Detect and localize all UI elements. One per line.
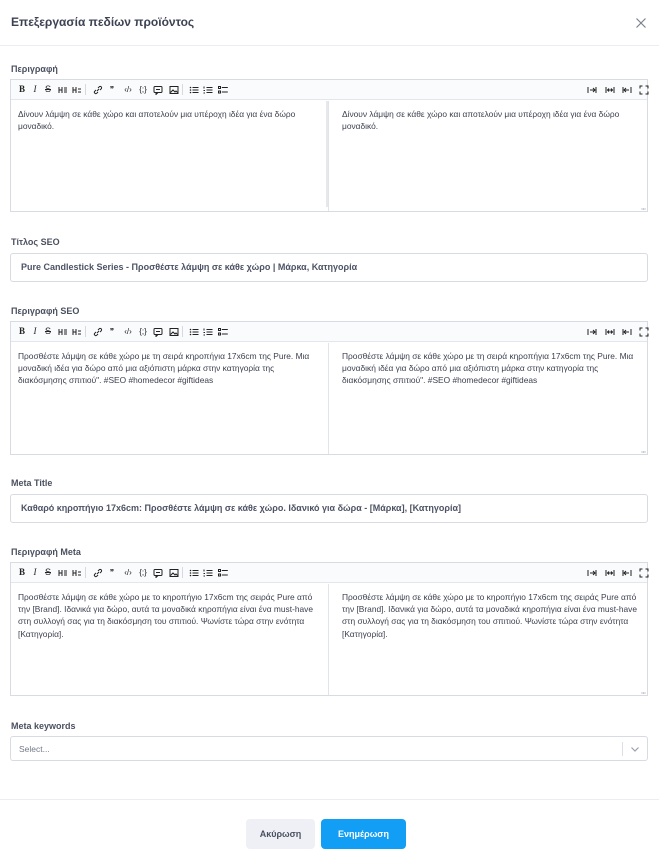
toolbar-separator bbox=[85, 567, 86, 578]
heading-1-icon bbox=[58, 568, 68, 578]
task-list-icon bbox=[218, 85, 228, 95]
meta-keywords-select[interactable] bbox=[10, 736, 648, 761]
preview-only-button[interactable] bbox=[586, 566, 598, 579]
seo-description-label: Περιγραφή SEO bbox=[11, 306, 80, 316]
preview-only-icon bbox=[587, 85, 597, 95]
fullscreen-icon bbox=[639, 568, 649, 578]
italic-button[interactable]: I bbox=[33, 326, 37, 336]
preview-only-button[interactable] bbox=[586, 83, 598, 96]
ordered-list-button[interactable] bbox=[202, 566, 214, 579]
cancel-button[interactable]: Ακύρωση bbox=[246, 819, 315, 849]
description-preview: Δίνουν λάμψη σε κάθε χώρο και αποτελούν μια υπέροχη ιδέα για ένα δώρο μοναδικό. bbox=[342, 109, 620, 132]
heading-1-button[interactable] bbox=[57, 325, 69, 338]
code-block-button[interactable]: {;} bbox=[139, 327, 147, 336]
select-divider bbox=[622, 742, 623, 756]
unordered-list-button[interactable] bbox=[188, 566, 200, 579]
toolbar-separator bbox=[85, 84, 86, 95]
editor-only-icon bbox=[622, 85, 632, 95]
editor-toolbar bbox=[11, 80, 647, 100]
link-button[interactable] bbox=[92, 566, 104, 579]
heading-1-icon bbox=[58, 327, 68, 337]
italic-button[interactable]: I bbox=[33, 567, 37, 577]
heading-2-button[interactable] bbox=[71, 325, 83, 338]
split-view-icon bbox=[605, 568, 615, 578]
image-button[interactable] bbox=[168, 566, 180, 579]
meta-description-input[interactable]: Προσθέστε λάμψη σε κάθε χώρο με το κηροπήγιο 17x6cm της σειράς Pure από την [Brand]. Ιδανικά για δώρο, αυτά τα μοναδικά κηροπήγια είναι ένα must-have στη συλλογή σας για τη διακόσμηση του σπιτιού. Ψωνίστε τώρα στην ενότητα [Κατηγορία]. bbox=[11, 584, 329, 695]
code-button[interactable]: ‹/› bbox=[124, 327, 132, 336]
unordered-list-icon bbox=[189, 327, 199, 337]
preview-only-icon bbox=[587, 568, 597, 578]
task-list-button[interactable] bbox=[217, 83, 229, 96]
bold-button[interactable]: B bbox=[18, 567, 25, 577]
heading-2-icon bbox=[72, 327, 82, 337]
comment-icon bbox=[153, 85, 163, 95]
image-icon bbox=[169, 327, 179, 337]
heading-2-icon bbox=[72, 85, 82, 95]
editor-only-button[interactable] bbox=[621, 83, 633, 96]
unordered-list-button[interactable] bbox=[188, 325, 200, 338]
modal-header bbox=[0, 0, 659, 46]
description-input[interactable]: Δίνουν λάμψη σε κάθε χώρο και αποτελούν μια υπέροχη ιδέα για ένα δώρο μοναδικό. bbox=[11, 101, 329, 211]
seo-title-label: Τίτλος SEO bbox=[11, 237, 60, 247]
task-list-icon bbox=[218, 327, 228, 337]
footer-divider bbox=[0, 799, 659, 800]
unordered-list-button[interactable] bbox=[188, 83, 200, 96]
ordered-list-icon bbox=[203, 85, 213, 95]
task-list-button[interactable] bbox=[217, 566, 229, 579]
comment-button[interactable] bbox=[152, 83, 164, 96]
seo-title-input[interactable]: Pure Candlestick Series - Προσθέστε λάμψη σε κάθε χώρο | Μάρκα, Κατηγορία bbox=[10, 253, 648, 282]
comment-button[interactable] bbox=[152, 325, 164, 338]
heading-1-button[interactable] bbox=[57, 566, 69, 579]
link-icon bbox=[93, 85, 103, 95]
bold-button[interactable]: B bbox=[18, 84, 25, 94]
meta-description-preview: Προσθέστε λάμψη σε κάθε χώρο με το κηροπήγιο 17x6cm της σειράς Pure από την [Brand]. Ιδανικά για δώρο, αυτά τα μοναδικά κηροπήγια είναι ένα must-have στη συλλογή σας για τη διακόσμηση του σπιτιού. Ψωνίστε τώρα στην ενότητα [Κατηγορία]. bbox=[342, 592, 637, 639]
ordered-list-button[interactable] bbox=[202, 325, 214, 338]
editor-only-icon bbox=[622, 327, 632, 337]
comment-icon bbox=[153, 568, 163, 578]
link-button[interactable] bbox=[92, 325, 104, 338]
description-label: Περιγραφή bbox=[11, 64, 58, 74]
resize-handle-icon[interactable] bbox=[641, 689, 646, 694]
select-placeholder: Select... bbox=[19, 744, 50, 754]
heading-1-button[interactable] bbox=[57, 83, 69, 96]
heading-1-icon bbox=[58, 85, 68, 95]
strikethrough-button[interactable]: S bbox=[44, 567, 51, 577]
toolbar-separator bbox=[182, 326, 183, 337]
unordered-list-icon bbox=[189, 568, 199, 578]
meta-description-editor bbox=[10, 562, 648, 696]
ordered-list-button[interactable] bbox=[202, 83, 214, 96]
fullscreen-button[interactable] bbox=[638, 83, 650, 96]
chevron-down-icon[interactable] bbox=[629, 743, 641, 755]
code-block-button[interactable]: {;} bbox=[139, 85, 147, 94]
update-button[interactable]: Ενημέρωση bbox=[321, 819, 406, 849]
image-icon bbox=[169, 85, 179, 95]
meta-keywords-label: Meta keywords bbox=[11, 721, 76, 731]
split-view-button[interactable] bbox=[604, 83, 616, 96]
image-button[interactable] bbox=[168, 83, 180, 96]
split-view-button[interactable] bbox=[604, 325, 616, 338]
ordered-list-icon bbox=[203, 568, 213, 578]
code-button[interactable]: ‹/› bbox=[124, 568, 132, 577]
seo-description-input[interactable]: Προσθέστε λάμψη σε κάθε χώρο με τη σειρά κηροπήγια 17x6cm της Pure. Μια μοναδική ιδέα για δώρο από μια αξιόπιστη μάρκα στην κατηγορία της διακόσμησης σπιτιού". #SEO #homedecor #giftideas bbox=[11, 343, 329, 454]
editor-only-icon bbox=[622, 568, 632, 578]
italic-button[interactable]: I bbox=[33, 84, 37, 94]
close-icon bbox=[631, 13, 651, 33]
preview-only-button[interactable] bbox=[586, 325, 598, 338]
editor-scrollbar[interactable] bbox=[326, 101, 328, 207]
toolbar-separator bbox=[182, 84, 183, 95]
meta-description-label: Περιγραφή Meta bbox=[11, 547, 81, 557]
modal-title: Επεξεργασία πεδίων προϊόντος bbox=[11, 15, 195, 29]
heading-2-icon bbox=[72, 568, 82, 578]
quote-button[interactable]: ❞ bbox=[109, 327, 115, 336]
code-button[interactable]: ‹/› bbox=[124, 85, 132, 94]
resize-handle-icon[interactable] bbox=[641, 205, 646, 210]
image-button[interactable] bbox=[168, 325, 180, 338]
comment-button[interactable] bbox=[152, 566, 164, 579]
fullscreen-icon bbox=[639, 85, 649, 95]
comment-icon bbox=[153, 327, 163, 337]
strikethrough-button[interactable]: S bbox=[44, 326, 51, 336]
resize-handle-icon[interactable] bbox=[641, 448, 646, 453]
editor-toolbar bbox=[11, 563, 647, 583]
task-list-icon bbox=[218, 568, 228, 578]
fullscreen-icon bbox=[639, 327, 649, 337]
seo-description-editor bbox=[10, 321, 648, 455]
editor-toolbar bbox=[11, 322, 647, 342]
fullscreen-button[interactable] bbox=[638, 325, 650, 338]
toolbar-separator bbox=[182, 567, 183, 578]
description-editor bbox=[10, 79, 648, 212]
task-list-button[interactable] bbox=[217, 325, 229, 338]
link-icon bbox=[93, 568, 103, 578]
heading-2-button[interactable] bbox=[71, 83, 83, 96]
close-button[interactable] bbox=[631, 13, 651, 33]
quote-button[interactable]: ❞ bbox=[109, 85, 115, 94]
code-block-button[interactable]: {;} bbox=[139, 568, 147, 577]
editor-only-button[interactable] bbox=[621, 566, 633, 579]
toolbar-separator bbox=[85, 326, 86, 337]
split-view-icon bbox=[605, 327, 615, 337]
strikethrough-button[interactable]: S bbox=[44, 84, 51, 94]
image-icon bbox=[169, 568, 179, 578]
meta-title-label: Meta Title bbox=[11, 478, 53, 488]
link-icon bbox=[93, 327, 103, 337]
editor-only-button[interactable] bbox=[621, 325, 633, 338]
ordered-list-icon bbox=[203, 327, 213, 337]
preview-only-icon bbox=[587, 327, 597, 337]
unordered-list-icon bbox=[189, 85, 199, 95]
meta-title-input[interactable]: Καθαρό κηροπήγιο 17x6cm: Προσθέστε λάμψη σε κάθε χώρο. Ιδανικό για δώρα - [Μάρκα], [Κατηγορία] bbox=[10, 494, 648, 523]
fullscreen-button[interactable] bbox=[638, 566, 650, 579]
split-view-icon bbox=[605, 85, 615, 95]
heading-2-button[interactable] bbox=[71, 566, 83, 579]
seo-description-preview: Προσθέστε λάμψη σε κάθε χώρο με τη σειρά κηροπήγια 17x6cm της Pure. Μια μοναδική ιδέα για δώρο από μια αξιόπιστη μάρκα στην κατηγορία της διακόσμησης σπιτιού". #SEO #homedecor #giftideas bbox=[342, 351, 634, 386]
split-view-button[interactable] bbox=[604, 566, 616, 579]
quote-button[interactable]: ❞ bbox=[109, 568, 115, 577]
bold-button[interactable]: B bbox=[18, 326, 25, 336]
link-button[interactable] bbox=[92, 83, 104, 96]
